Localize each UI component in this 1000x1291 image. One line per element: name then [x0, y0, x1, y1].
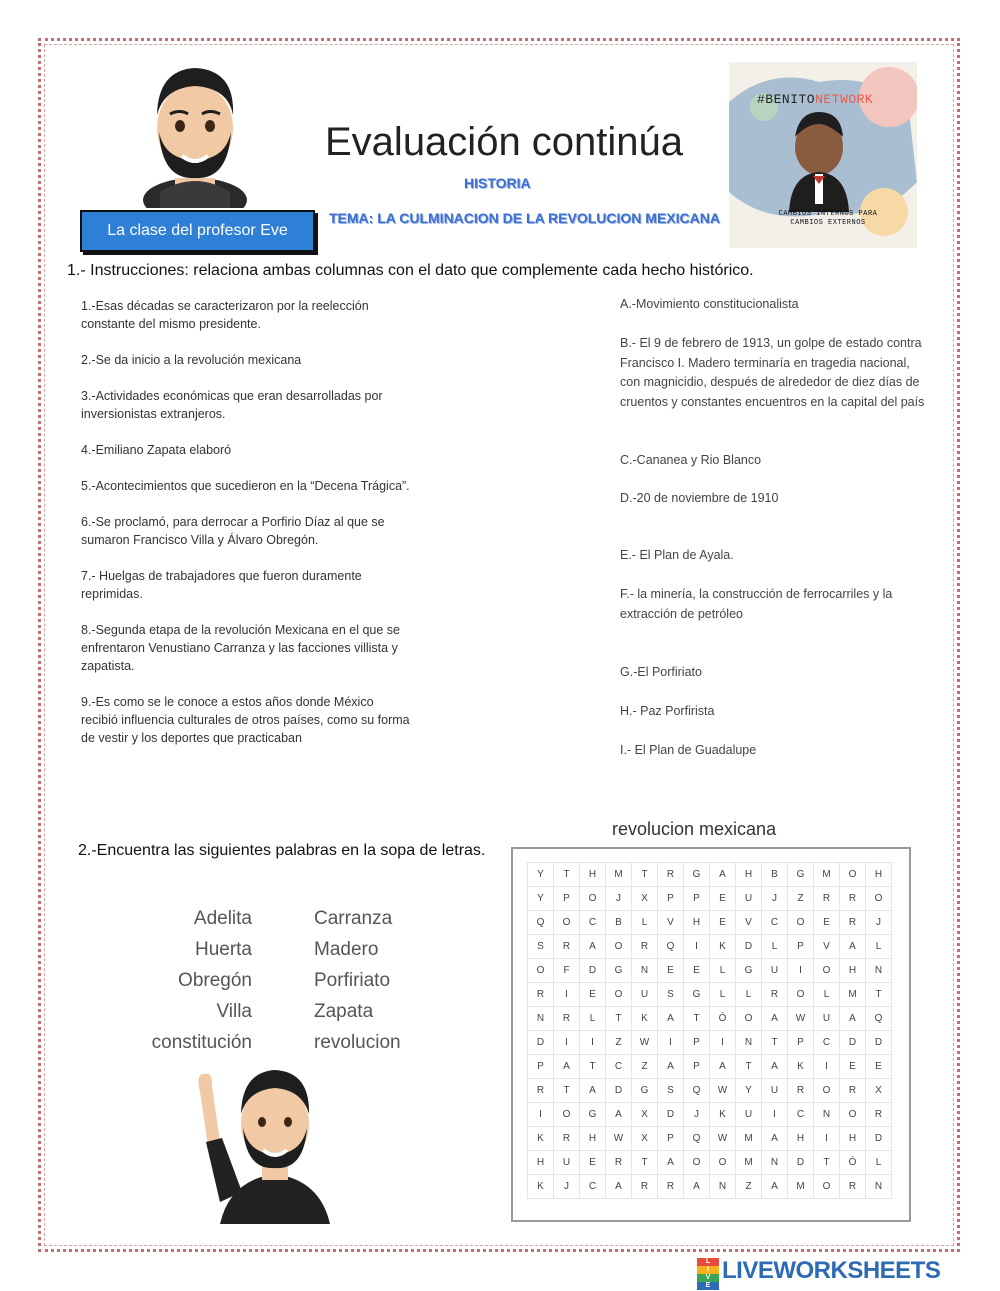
wordsearch-cell[interactable]: A: [658, 1055, 684, 1079]
logo-icon-letter: E: [697, 1282, 719, 1290]
liveworksheets-wordmark: LIVEWORKSHEETS: [722, 1257, 941, 1284]
teacher-avatar-waving: [190, 1062, 340, 1224]
wordsearch-cell[interactable]: O: [788, 911, 814, 935]
wordsearch-cell[interactable]: P: [684, 1055, 710, 1079]
wordsearch-cell[interactable]: V: [814, 935, 840, 959]
wordsearch-cell[interactable]: N: [710, 1175, 736, 1199]
wordsearch-cell[interactable]: P: [788, 935, 814, 959]
wordsearch-title: revolucion mexicana: [612, 819, 777, 839]
wordsearch-cell[interactable]: N: [528, 1007, 554, 1031]
wordsearch-cell[interactable]: G: [684, 983, 710, 1007]
wordsearch-cell[interactable]: K: [710, 935, 736, 959]
wordsearch-cell[interactable]: N: [814, 1103, 840, 1127]
logo-hashtag-suffix: NETWORK: [815, 92, 874, 107]
liveworksheets-logo-icon: [697, 1258, 719, 1289]
wordsearch-cell[interactable]: U: [736, 1103, 762, 1127]
wordsearch-cell[interactable]: K: [528, 1127, 554, 1151]
wordsearch-cell[interactable]: T: [814, 1151, 840, 1175]
logo-icon-letter: I: [697, 1266, 719, 1274]
wordsearch-cell[interactable]: L: [710, 983, 736, 1007]
question-item: 9.-Es como se le conoce a estos años donde México recibió influencia culturales de otros países, como su forma de vestir y los deportes que practicaban: [81, 695, 410, 745]
question-item: 8.-Segunda etapa de la revolución Mexicana en el que se enfrentaron Venustiano Carranza y las facciones villista y zapatista.: [81, 623, 400, 673]
wordsearch-cell[interactable]: C: [762, 911, 788, 935]
wordsearch-cell[interactable]: L: [814, 983, 840, 1007]
page-title: Evaluación continúa: [325, 120, 684, 164]
wordsearch-row: [528, 1055, 892, 1079]
wordsearch-cell[interactable]: U: [736, 887, 762, 911]
wordsearch-cell[interactable]: J: [606, 887, 632, 911]
wordsearch-cell[interactable]: Z: [606, 1031, 632, 1055]
wordsearch-cell[interactable]: R: [554, 1127, 580, 1151]
logo-hashtag: [757, 92, 873, 107]
wordsearch-cell[interactable]: E: [866, 1055, 892, 1079]
wordsearch-row: [528, 1007, 892, 1031]
wordsearch-cell[interactable]: A: [710, 1055, 736, 1079]
word-item: Villa: [216, 1001, 252, 1022]
wordsearch-cell[interactable]: R: [554, 935, 580, 959]
wordsearch-cell[interactable]: E: [710, 911, 736, 935]
wordsearch-cell[interactable]: A: [606, 1175, 632, 1199]
question-item: 1.-Esas décadas se caracterizaron por la reelección constante del mismo presidente.: [81, 299, 369, 331]
wordsearch-cell[interactable]: Ó: [710, 1007, 736, 1031]
wordsearch-cell[interactable]: D: [736, 935, 762, 959]
wordsearch-cell[interactable]: A: [606, 1103, 632, 1127]
wordsearch-cell[interactable]: I: [814, 1127, 840, 1151]
question-item: 4.-Emiliano Zapata elaboró: [81, 443, 232, 457]
wordsearch-cell[interactable]: R: [528, 983, 554, 1007]
wordsearch-cell[interactable]: T: [866, 983, 892, 1007]
wordsearch-cell[interactable]: D: [788, 1151, 814, 1175]
wordsearch-cell[interactable]: C: [814, 1031, 840, 1055]
wordsearch-cell[interactable]: O: [606, 983, 632, 1007]
teacher-badge: La clase del profesor Eve: [80, 210, 315, 252]
wordsearch-cell[interactable]: R: [840, 1079, 866, 1103]
answer-item: A.-Movimiento constitucionalista: [620, 297, 799, 311]
wordsearch-cell[interactable]: J: [762, 887, 788, 911]
wordsearch-cell[interactable]: L: [866, 1151, 892, 1175]
wordsearch-row: [528, 911, 892, 935]
wordsearch-cell[interactable]: H: [684, 911, 710, 935]
wordsearch-cell[interactable]: J: [684, 1103, 710, 1127]
wordsearch-cell[interactable]: T: [554, 1079, 580, 1103]
wordsearch-cell[interactable]: W: [710, 1079, 736, 1103]
wordsearch-row: [528, 863, 892, 887]
wordsearch-cell[interactable]: H: [866, 863, 892, 887]
wordsearch-cell[interactable]: I: [788, 959, 814, 983]
word-item: Madero: [314, 939, 379, 960]
wordsearch-cell[interactable]: R: [840, 887, 866, 911]
wordsearch-cell[interactable]: A: [580, 1079, 606, 1103]
wordsearch-cell[interactable]: R: [554, 1007, 580, 1031]
wordsearch-cell[interactable]: Y: [528, 887, 554, 911]
wordsearch-cell[interactable]: R: [814, 887, 840, 911]
wordsearch-cell[interactable]: O: [866, 887, 892, 911]
wordsearch-cell[interactable]: O: [710, 1151, 736, 1175]
question-item: 6.-Se proclamó, para derrocar a Porfirio Díaz al que se sumaron Francisco Villa y Álvaro Obregón.: [81, 515, 385, 547]
wordsearch-cell[interactable]: T: [762, 1031, 788, 1055]
wordsearch-cell[interactable]: O: [814, 959, 840, 983]
topic-label: TEMA: LA CULMINACION DE LA REVOLUCION MEXICANA: [329, 210, 720, 226]
wordsearch-cell[interactable]: C: [580, 911, 606, 935]
wordsearch-row: [528, 983, 892, 1007]
wordsearch-cell[interactable]: E: [580, 983, 606, 1007]
answer-item: G.-El Porfiriato: [620, 665, 702, 679]
teacher-avatar-top: [140, 60, 250, 208]
logo-hashtag-prefix: #BENITO: [757, 92, 816, 107]
word-item: Obregón: [178, 970, 252, 991]
wordsearch-cell[interactable]: I: [528, 1103, 554, 1127]
wordsearch-cell[interactable]: I: [762, 1103, 788, 1127]
wordsearch-cell[interactable]: M: [788, 1175, 814, 1199]
benito-network-logo: [729, 62, 917, 248]
answer-item: B.- El 9 de febrero de 1913, un golpe de estado contra Francisco I. Madero terminaría en tragedia nacional, con magnicidio, después de alrededor de diez días de cruentos y constantes encuentros en la capital del país: [620, 336, 925, 409]
wordsearch-cell[interactable]: R: [866, 1103, 892, 1127]
wordsearch-row: [528, 1103, 892, 1127]
wordsearch-cell[interactable]: O: [606, 935, 632, 959]
wordsearch-cell[interactable]: X: [632, 1127, 658, 1151]
wordsearch-cell[interactable]: N: [632, 959, 658, 983]
wordsearch-row: [528, 1031, 892, 1055]
wordsearch-cell[interactable]: I: [814, 1055, 840, 1079]
wordsearch-cell[interactable]: I: [658, 1031, 684, 1055]
question-item: 7.- Huelgas de trabajadores que fueron duramente reprimidas.: [81, 569, 362, 601]
wordsearch-cell[interactable]: E: [710, 887, 736, 911]
wordsearch-cell[interactable]: R: [632, 1175, 658, 1199]
wordsearch-cell[interactable]: R: [840, 1175, 866, 1199]
wordsearch-cell[interactable]: H: [580, 863, 606, 887]
wordsearch-cell[interactable]: H: [788, 1127, 814, 1151]
wordsearch-cell[interactable]: Ó: [840, 1151, 866, 1175]
wordsearch-cell[interactable]: Y: [736, 1079, 762, 1103]
wordsearch-cell[interactable]: K: [710, 1103, 736, 1127]
wordsearch-cell[interactable]: S: [658, 1079, 684, 1103]
wordsearch-cell[interactable]: W: [606, 1127, 632, 1151]
wordsearch-cell[interactable]: A: [762, 1007, 788, 1031]
wordsearch-cell[interactable]: M: [736, 1127, 762, 1151]
wordsearch-cell[interactable]: A: [684, 1175, 710, 1199]
wordsearch-cell[interactable]: H: [840, 959, 866, 983]
word-item: revolucion: [314, 1032, 401, 1053]
wordsearch-cell[interactable]: O: [788, 983, 814, 1007]
wordsearch-cell[interactable]: I: [580, 1031, 606, 1055]
wordsearch-cell[interactable]: N: [866, 959, 892, 983]
word-item: Carranza: [314, 908, 393, 929]
wordsearch-cell[interactable]: E: [684, 959, 710, 983]
wordsearch-cell[interactable]: N: [762, 1151, 788, 1175]
wordsearch-cell[interactable]: X: [632, 887, 658, 911]
wordsearch-grid: [511, 847, 911, 1222]
wordsearch-cell[interactable]: S: [658, 983, 684, 1007]
wordsearch-cell[interactable]: E: [814, 911, 840, 935]
wordsearch-cell[interactable]: N: [736, 1031, 762, 1055]
wordsearch-cell[interactable]: Q: [658, 935, 684, 959]
wordsearch-row: [528, 887, 892, 911]
wordsearch-cell[interactable]: A: [580, 935, 606, 959]
answer-item: C.-Cananea y Rio Blanco: [620, 453, 762, 467]
wordsearch-cell[interactable]: O: [580, 887, 606, 911]
wordsearch-cell[interactable]: F: [554, 959, 580, 983]
wordsearch-cell[interactable]: E: [840, 1055, 866, 1079]
wordsearch-cell[interactable]: D: [866, 1127, 892, 1151]
question-item: 5.-Acontecimientos que sucedieron en la “Decena Trágica”.: [81, 479, 410, 493]
question-item: 3.-Actividades económicas que eran desarrolladas por inversionistas extranjeros.: [81, 389, 383, 421]
wordsearch-cell[interactable]: G: [606, 959, 632, 983]
wordsearch-cell[interactable]: O: [528, 959, 554, 983]
wordsearch-cell[interactable]: O: [554, 911, 580, 935]
wordsearch-cell[interactable]: O: [840, 863, 866, 887]
wordsearch-cell[interactable]: T: [684, 1007, 710, 1031]
wordsearch-cell[interactable]: R: [528, 1079, 554, 1103]
wordsearch-cell[interactable]: P: [658, 1127, 684, 1151]
wordsearch-row: [528, 959, 892, 983]
wordsearch-cell[interactable]: O: [554, 1103, 580, 1127]
questions-column: [81, 297, 411, 765]
wordsearch-cell[interactable]: A: [840, 1007, 866, 1031]
wordsearch-cell[interactable]: B: [762, 863, 788, 887]
wordsearch-cell[interactable]: W: [710, 1127, 736, 1151]
wordsearch-cell[interactable]: H: [528, 1151, 554, 1175]
answer-item: H.- Paz Porfirista: [620, 704, 715, 718]
wordsearch-cell[interactable]: R: [762, 983, 788, 1007]
wordsearch-cell[interactable]: I: [684, 935, 710, 959]
logo-icon-letter: L: [697, 1258, 719, 1266]
wordsearch-cell[interactable]: D: [606, 1079, 632, 1103]
wordsearch-cell[interactable]: Q: [528, 911, 554, 935]
wordsearch-cell[interactable]: T: [632, 1151, 658, 1175]
wordsearch-cell[interactable]: Y: [528, 863, 554, 887]
wordsearch-cell[interactable]: R: [606, 1151, 632, 1175]
wordsearch-table: [527, 862, 892, 1199]
wordsearch-cell[interactable]: D: [580, 959, 606, 983]
wordsearch-cell[interactable]: P: [554, 887, 580, 911]
logo-icon-letter: V: [697, 1274, 719, 1282]
wordsearch-cell[interactable]: J: [554, 1175, 580, 1199]
wordsearch-cell[interactable]: B: [606, 911, 632, 935]
answer-item: F.- la minería, la construcción de ferrocarriles y la extracción de petróleo: [620, 587, 893, 621]
wordsearch-cell[interactable]: M: [606, 863, 632, 887]
word-item: Adelita: [193, 908, 252, 929]
wordsearch-cell[interactable]: A: [658, 1151, 684, 1175]
wordsearch-cell[interactable]: D: [840, 1031, 866, 1055]
wordsearch-cell[interactable]: Q: [866, 1007, 892, 1031]
wordsearch-cell[interactable]: P: [658, 887, 684, 911]
wordsearch-cell[interactable]: Z: [736, 1175, 762, 1199]
wordsearch-cell[interactable]: Z: [632, 1055, 658, 1079]
wordsearch-cell[interactable]: M: [814, 863, 840, 887]
section1-instruction: 1.- Instrucciones: relaciona ambas columnas con el dato que complemente cada hecho histórico.: [67, 262, 754, 279]
wordsearch-cell[interactable]: W: [788, 1007, 814, 1031]
wordsearch-cell[interactable]: X: [866, 1079, 892, 1103]
wordsearch-cell[interactable]: V: [736, 911, 762, 935]
wordsearch-cell[interactable]: K: [528, 1175, 554, 1199]
wordsearch-cell[interactable]: C: [580, 1175, 606, 1199]
wordsearch-cell[interactable]: L: [762, 935, 788, 959]
question-item: 2.-Se da inicio a la revolución mexicana: [81, 353, 302, 367]
wordsearch-cell[interactable]: H: [840, 1127, 866, 1151]
section2-instruction: 2.-Encuentra las siguientes palabras en la sopa de letras.: [78, 842, 486, 859]
wordsearch-cell[interactable]: L: [710, 959, 736, 983]
wordsearch-cell[interactable]: V: [658, 911, 684, 935]
wordsearch-cell[interactable]: K: [632, 1007, 658, 1031]
subject-label: HISTORIA: [464, 175, 531, 191]
wordsearch-cell[interactable]: Q: [684, 1127, 710, 1151]
wordsearch-cell[interactable]: A: [710, 863, 736, 887]
wordsearch-cell[interactable]: D: [528, 1031, 554, 1055]
wordsearch-cell[interactable]: A: [554, 1055, 580, 1079]
wordsearch-cell[interactable]: N: [866, 1175, 892, 1199]
word-item: constitución: [151, 1032, 252, 1053]
wordsearch-cell[interactable]: I: [554, 1031, 580, 1055]
wordsearch-cell[interactable]: J: [866, 911, 892, 935]
wordsearch-cell[interactable]: R: [788, 1079, 814, 1103]
wordsearch-cell[interactable]: G: [684, 863, 710, 887]
wordsearch-cell[interactable]: O: [814, 1079, 840, 1103]
wordsearch-cell[interactable]: R: [658, 863, 684, 887]
liveworksheets-brand: [697, 1257, 941, 1289]
wordsearch-cell[interactable]: K: [788, 1055, 814, 1079]
wordsearch-cell[interactable]: I: [554, 983, 580, 1007]
wordsearch-cell[interactable]: H: [580, 1127, 606, 1151]
wordsearch-cell[interactable]: Z: [788, 887, 814, 911]
wordsearch-cell[interactable]: R: [840, 911, 866, 935]
wordsearch-row: [528, 1151, 892, 1175]
wordsearch-cell[interactable]: W: [632, 1031, 658, 1055]
wordsearch-cell[interactable]: I: [710, 1031, 736, 1055]
wordsearch-cell[interactable]: U: [762, 959, 788, 983]
wordsearch-cell[interactable]: T: [632, 863, 658, 887]
wordsearch-cell[interactable]: O: [684, 1151, 710, 1175]
wordsearch-cell[interactable]: O: [736, 1007, 762, 1031]
wordsearch-cell[interactable]: C: [606, 1055, 632, 1079]
wordsearch-cell[interactable]: G: [736, 959, 762, 983]
word-list-right: [314, 903, 434, 1058]
wordsearch-row: [528, 935, 892, 959]
wordsearch-cell[interactable]: T: [736, 1055, 762, 1079]
wordsearch-cell[interactable]: D: [658, 1103, 684, 1127]
wordsearch-cell[interactable]: G: [788, 863, 814, 887]
word-item: Zapata: [314, 1001, 374, 1022]
wordsearch-cell[interactable]: L: [866, 935, 892, 959]
wordsearch-cell[interactable]: U: [632, 983, 658, 1007]
wordsearch-cell[interactable]: U: [762, 1079, 788, 1103]
wordsearch-cell[interactable]: A: [658, 1007, 684, 1031]
wordsearch-cell[interactable]: A: [762, 1175, 788, 1199]
word-item: Huerta: [194, 939, 252, 960]
wordsearch-cell[interactable]: E: [580, 1151, 606, 1175]
wordsearch-cell[interactable]: T: [606, 1007, 632, 1031]
wordsearch-cell[interactable]: D: [866, 1031, 892, 1055]
answer-item: D.-20 de noviembre de 1910: [620, 491, 779, 505]
wordsearch-row: [528, 1127, 892, 1151]
wordsearch-cell[interactable]: R: [632, 935, 658, 959]
wordsearch-cell[interactable]: M: [840, 983, 866, 1007]
wordsearch-cell[interactable]: A: [762, 1055, 788, 1079]
wordsearch-row: [528, 1175, 892, 1199]
wordsearch-cell[interactable]: X: [632, 1103, 658, 1127]
wordsearch-cell[interactable]: H: [736, 863, 762, 887]
wordsearch-cell[interactable]: P: [528, 1055, 554, 1079]
wordsearch-cell[interactable]: L: [736, 983, 762, 1007]
wordsearch-cell[interactable]: R: [658, 1175, 684, 1199]
wordsearch-cell[interactable]: E: [658, 959, 684, 983]
wordsearch-cell[interactable]: L: [580, 1007, 606, 1031]
word-item: Porfiriato: [314, 970, 391, 991]
wordsearch-cell[interactable]: T: [580, 1055, 606, 1079]
wordsearch-cell[interactable]: O: [814, 1175, 840, 1199]
wordsearch-cell[interactable]: P: [788, 1031, 814, 1055]
wordsearch-cell[interactable]: T: [554, 863, 580, 887]
logo-caption: CAMBIOS INTERNOS PARA CAMBIOS EXTERNOS: [778, 210, 878, 227]
wordsearch-cell[interactable]: A: [762, 1127, 788, 1151]
wordsearch-cell[interactable]: Q: [684, 1079, 710, 1103]
wordsearch-cell[interactable]: L: [632, 911, 658, 935]
wordsearch-cell[interactable]: G: [580, 1103, 606, 1127]
wordsearch-cell[interactable]: M: [736, 1151, 762, 1175]
wordsearch-cell[interactable]: U: [814, 1007, 840, 1031]
wordsearch-row: [528, 1079, 892, 1103]
wordsearch-cell[interactable]: C: [788, 1103, 814, 1127]
wordsearch-cell[interactable]: G: [632, 1079, 658, 1103]
wordsearch-cell[interactable]: A: [840, 935, 866, 959]
wordsearch-cell[interactable]: S: [528, 935, 554, 959]
answer-item: E.- El Plan de Ayala.: [620, 548, 734, 562]
wordsearch-cell[interactable]: U: [554, 1151, 580, 1175]
wordsearch-cell[interactable]: P: [684, 1031, 710, 1055]
wordsearch-cell[interactable]: P: [684, 887, 710, 911]
wordsearch-cell[interactable]: O: [840, 1103, 866, 1127]
word-list-left: [140, 903, 252, 1058]
answer-item: I.- El Plan de Guadalupe: [620, 743, 757, 757]
